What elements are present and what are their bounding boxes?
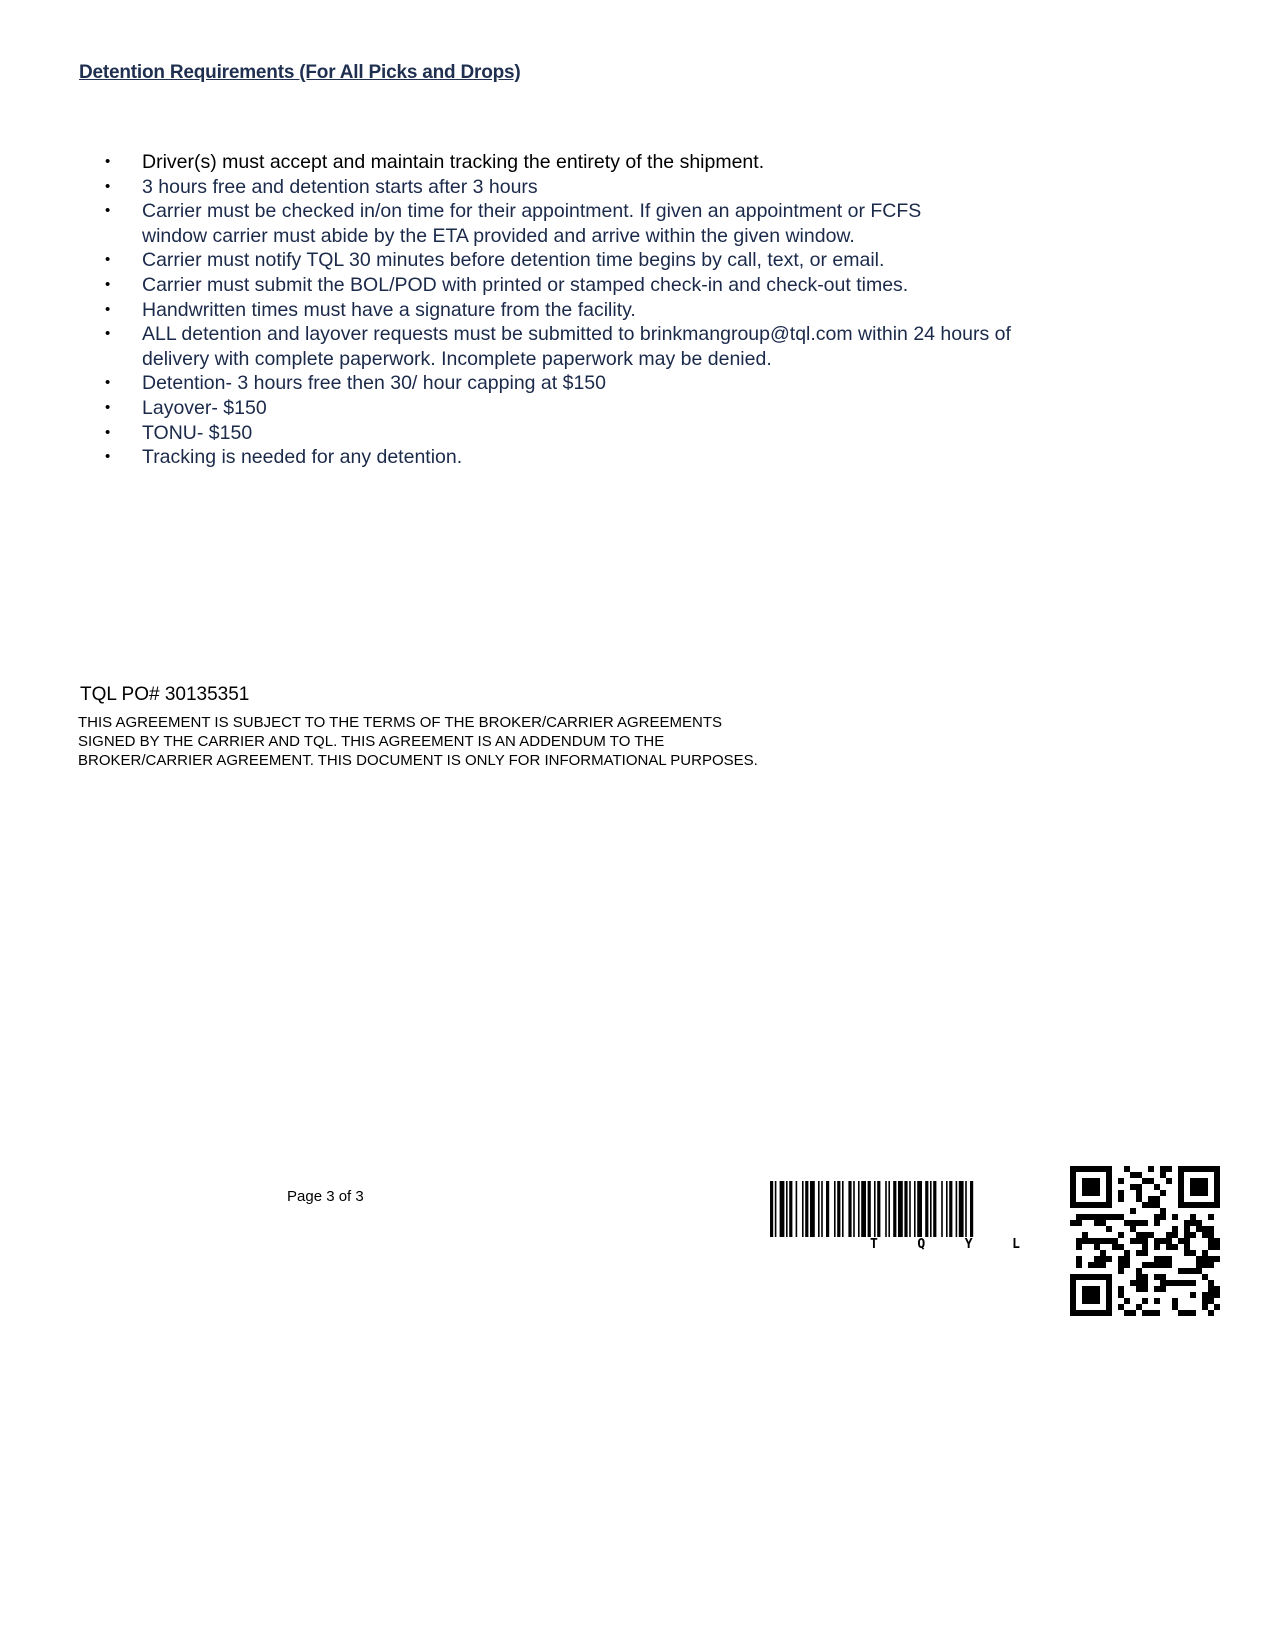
list-item <box>105 150 1105 175</box>
list-item <box>105 445 1105 470</box>
list-item-text: TONU- $150 <box>142 421 253 444</box>
list-item <box>105 371 1105 396</box>
bullet-icon: • <box>105 251 111 269</box>
bullet-icon: • <box>105 300 111 318</box>
list-item-text: Carrier must be checked in/on time for their appointment. If given an appointment or FCFS window carrier must abide by the ETA provided and arrive within the given window. <box>142 200 922 247</box>
barcode-char: Y <box>964 1237 973 1252</box>
list-item <box>105 199 962 248</box>
section-heading: Detention Requirements (For All Picks and Drops) <box>79 62 521 83</box>
list-item <box>105 322 1052 371</box>
agreement-disclaimer: THIS AGREEMENT IS SUBJECT TO THE TERMS OF THE BROKER/CARRIER AGREEMENTS SIGNED BY THE CARRIER AND TQL. THIS AGREEMENT IS AN ADDENDUM TO THE BROKER/CARRIER AGREEMENT. THIS DOCUMENT IS ONLY FOR INFORMATIONAL PURPOSES. <box>78 714 758 769</box>
list-item-text: Tracking is needed for any detention. <box>142 446 463 469</box>
page-number: Page 3 of 3 <box>287 1188 364 1205</box>
bullet-icon: • <box>105 374 111 392</box>
list-item <box>105 298 1105 323</box>
barcode-char: Q <box>917 1237 926 1252</box>
qr-code-image <box>1070 1166 1220 1316</box>
barcode-caption <box>870 1237 1020 1252</box>
list-item-text: Detention- 3 hours free then 30/ hour capping at $150 <box>142 372 606 395</box>
list-item-text: 3 hours free and detention starts after 3 hours <box>142 175 538 198</box>
barcode-image <box>770 1181 1055 1237</box>
list-item <box>105 175 1105 200</box>
barcode-char: L <box>1012 1237 1020 1252</box>
bullet-icon: • <box>105 325 111 343</box>
bullet-icon: • <box>105 202 111 220</box>
list-item-text: Carrier must submit the BOL/POD with printed or stamped check-in and check-out times. <box>142 273 909 296</box>
barcode-char: T <box>870 1237 878 1252</box>
bullet-icon: • <box>105 398 111 416</box>
list-item-text: Driver(s) must accept and maintain tracking the entirety of the shipment. <box>142 151 765 173</box>
list-item-text: Layover- $150 <box>142 396 267 419</box>
bullet-icon: • <box>105 423 111 441</box>
bullet-icon: • <box>105 177 111 195</box>
bullet-icon: • <box>105 448 111 466</box>
list-item-text: ALL detention and layover requests must be submitted to brinkmangroup@tql.com within 24 hours of delivery with complete paperwork. Incomplete paperwork may be denied. <box>142 323 1011 370</box>
bullet-icon: • <box>105 153 111 170</box>
bullet-icon: • <box>105 275 111 293</box>
list-item <box>105 273 1105 298</box>
requirements-list <box>105 150 1105 470</box>
list-item-text: Handwritten times must have a signature from the facility. <box>142 298 636 321</box>
list-item <box>105 396 1105 421</box>
list-item <box>105 248 1105 273</box>
list-item-text: Carrier must notify TQL 30 minutes before detention time begins by call, text, or email. <box>142 249 885 272</box>
list-item <box>105 421 1105 446</box>
po-number: TQL PO# 30135351 <box>80 684 250 705</box>
